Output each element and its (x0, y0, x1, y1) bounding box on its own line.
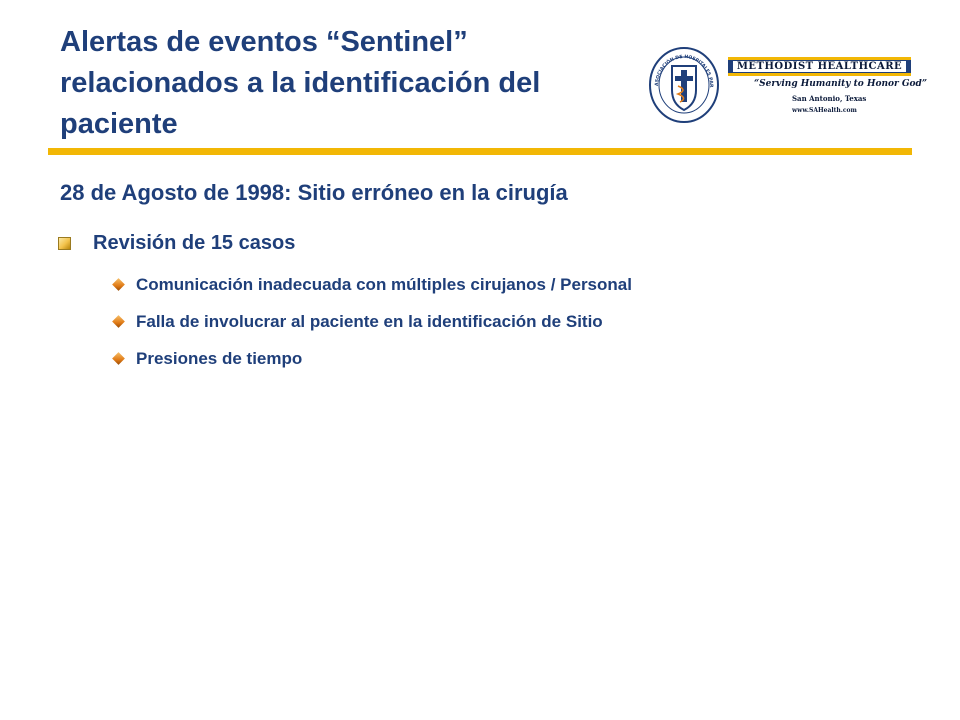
title-line-2: relacionados a la identificación del (60, 67, 541, 99)
slide-subtitle: 28 de Agosto de 1998: Sitio erróneo en la cirugía (60, 180, 568, 205)
brand-name: METHODIST HEALTHCARE (733, 61, 906, 72)
brand-city: San Antonio, Texas (792, 94, 867, 103)
association-seal-logo (648, 46, 720, 124)
bullet-list-level-2 (112, 266, 632, 377)
list-item-text: Falla de involucrar al paciente en la identificación de Sitio (136, 311, 603, 331)
list-item (112, 303, 632, 340)
bullet-level-1-text: Revisión de 15 casos (93, 231, 296, 254)
brand-motto: “Serving Humanity to Honor God” (754, 79, 928, 89)
list-item-text: Presiones de tiempo (136, 348, 303, 368)
title-line-3: paciente (60, 108, 178, 140)
association-seal-icon (648, 46, 720, 124)
methodist-healthcare-logo (728, 57, 928, 125)
svg-text:ASOCIACIÓN DE HOSPITALES PARTI: ASOCIACIÓN DE HOSPITALES PAR (654, 54, 714, 88)
list-item-text: Comunicación inadecuada con múltiples cirujanos / Personal (136, 274, 632, 294)
brand-name-box (728, 57, 911, 76)
brand-website: www.SAHealth.com (792, 107, 857, 114)
square-bullet-icon (58, 237, 71, 250)
diamond-bullet-icon (112, 278, 125, 291)
list-item (112, 266, 632, 303)
diamond-bullet-icon (112, 315, 125, 328)
diamond-bullet-icon (112, 352, 125, 365)
slide-title (60, 22, 620, 145)
list-item (112, 340, 632, 377)
title-line-1: Alertas de eventos “Sentinel” (60, 26, 468, 58)
bullet-level-1 (58, 229, 295, 257)
title-divider (48, 148, 912, 155)
